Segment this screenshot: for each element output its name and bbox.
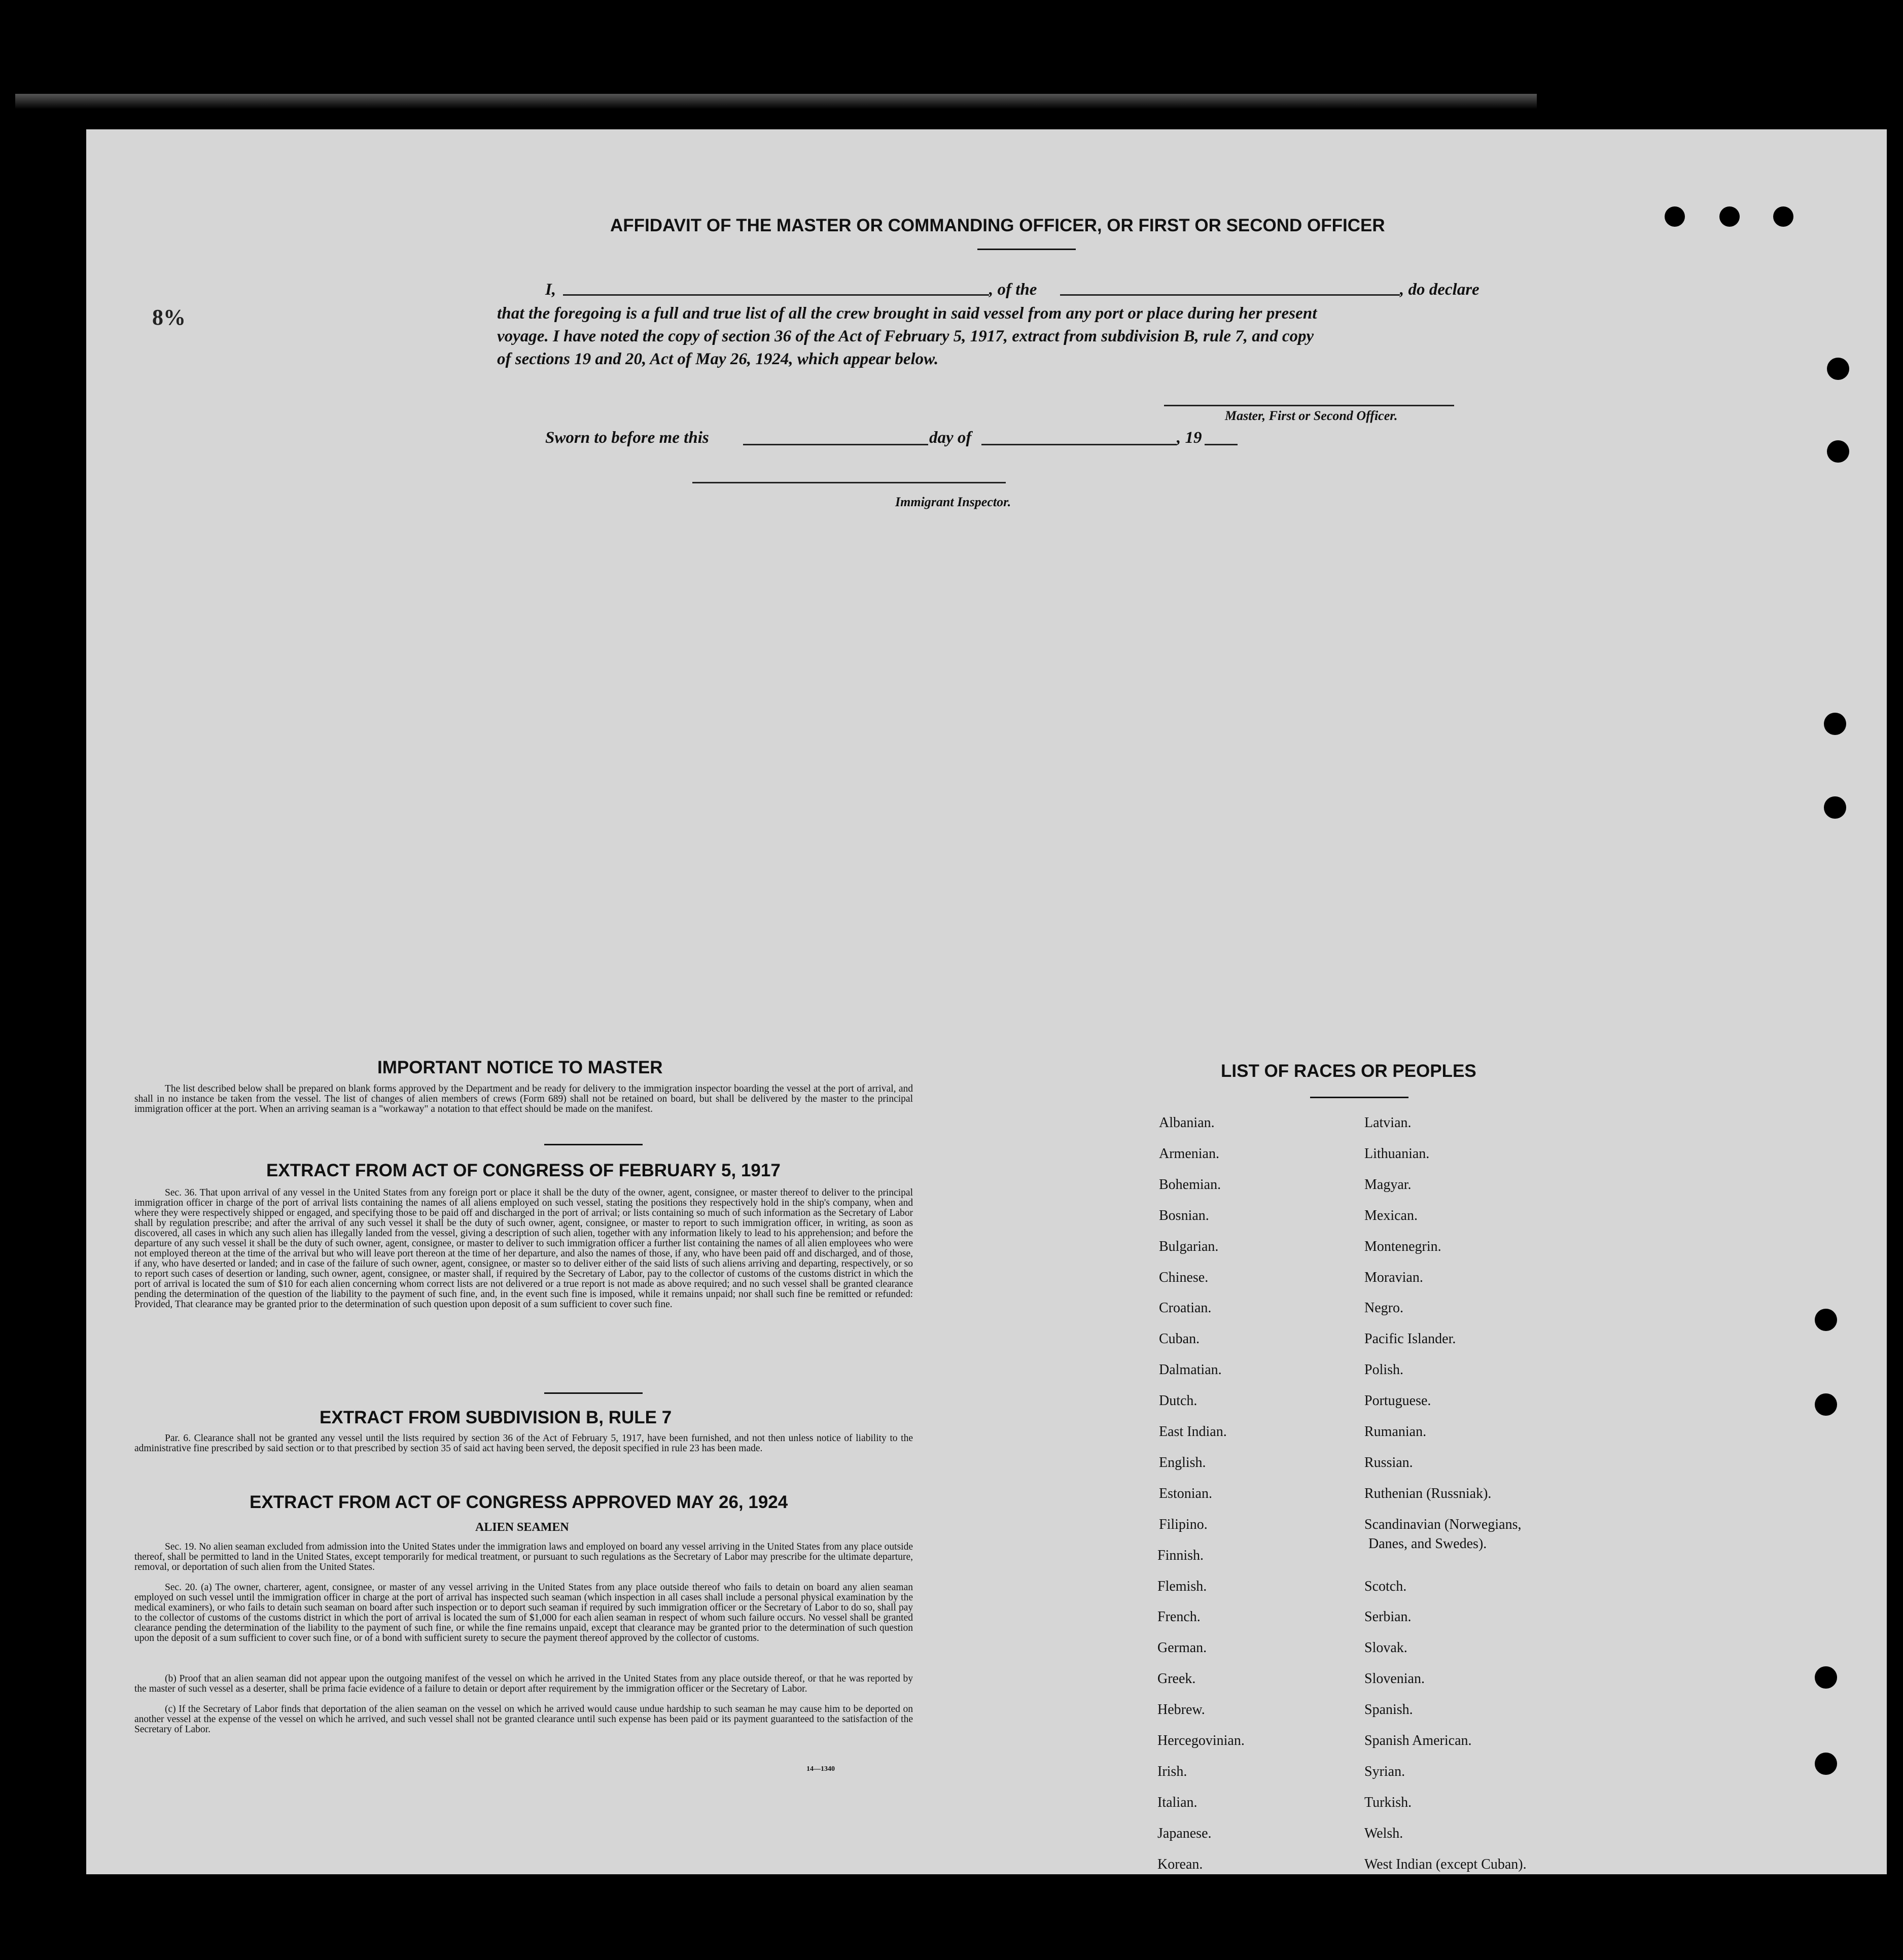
punch-hole-top-2 [1719, 206, 1740, 227]
extract-1924-subtitle: ALIEN SEAMEN [475, 1521, 569, 1534]
punch-hole-right-7 [1815, 1666, 1837, 1689]
sworn-day-field[interactable] [743, 444, 928, 445]
punch-hole-right-5 [1815, 1309, 1837, 1331]
extract-1917-rule [544, 1392, 643, 1394]
race-item: Spanish American. [1364, 1733, 1472, 1748]
extract-1924-sec19: Sec. 19. No alien seaman excluded from admission into the United States under the immigration laws and employed on board any vessel arriving in the United States from any place outside thereof, shall be permitted to land in the United States, except temporarily for medical treatment, or pursuant to such regulations as the Secretary of Labor may prescribe for the ultimate departure, removal, or deportation of such alien from the United States. [134, 1542, 913, 1572]
punch-hole-right-1 [1827, 358, 1849, 380]
race-item: Hercegovinian. [1157, 1733, 1245, 1748]
race-item: Estonian. [1159, 1485, 1212, 1501]
race-item: Dalmatian. [1159, 1362, 1222, 1378]
race-item: Croatian. [1159, 1300, 1212, 1316]
extract-1924-title: EXTRACT FROM ACT OF CONGRESS APPROVED MAY 26, 1924 [250, 1492, 788, 1512]
punch-hole-top-1 [1665, 206, 1685, 227]
race-item: East Indian. [1159, 1424, 1227, 1440]
master-signature-line[interactable] [1164, 405, 1454, 406]
race-item: Rumanian. [1364, 1424, 1427, 1440]
affidavit-title: AFFIDAVIT OF THE MASTER OR COMMANDING OFFICER, OR FIRST OR SECOND OFFICER [610, 216, 1385, 235]
race-item: Danes, and Swedes). [1368, 1535, 1487, 1552]
extract-rule7-text: Par. 6. Clearance shall not be granted any vessel until the lists required by section 36 of the Act of February 5, 1917, have been furnished, and not then unless notice of liability to the administrative fine prescribed by said section or to that prescribed by section 35 of said act having been served, the deposit specified in rule 23 has been made. [134, 1433, 913, 1454]
race-item: Negro. [1364, 1300, 1403, 1316]
extract-1924-sec20c: (c) If the Secretary of Labor finds that deportation of the alien seaman on the vessel on which he arrived would cause undue hardship to such seaman he may cause him to be deported on another vessel at the expense of the vessel on which he arrived, and such vessel shall not be granted clearance until such expense has been paid or its payment guaranteed to the satisfaction of the Secretary of Labor. [134, 1704, 913, 1735]
sworn-prefix: Sworn to before me this [545, 429, 709, 447]
affidavit-line-4: of sections 19 and 20, Act of May 26, 1924, which appear below. [497, 350, 939, 368]
race-item: Polish. [1364, 1362, 1404, 1378]
sworn-month-field[interactable] [981, 444, 1177, 445]
race-item: Irish. [1157, 1763, 1187, 1779]
race-item: Montenegrin. [1364, 1238, 1441, 1254]
race-item: Flemish. [1157, 1578, 1207, 1594]
race-item: Cuban. [1159, 1331, 1200, 1347]
race-item: French. [1157, 1609, 1201, 1625]
race-item: Serbian. [1364, 1609, 1412, 1625]
race-item: Bulgarian. [1159, 1238, 1219, 1254]
margin-mark: 8% [152, 305, 186, 330]
race-item: Chinese. [1159, 1269, 1209, 1285]
race-item: Albanian. [1159, 1115, 1215, 1131]
race-item: Greek. [1157, 1671, 1196, 1687]
sworn-year-field[interactable] [1205, 444, 1238, 445]
race-item: Bohemian. [1159, 1176, 1221, 1193]
sworn-day-of: day of [929, 429, 972, 447]
affidavit-declare: , do declare [1400, 281, 1479, 299]
race-item: Finnish. [1157, 1547, 1204, 1563]
race-item: Syrian. [1364, 1763, 1405, 1779]
extract-1924-sec20b: (b) Proof that an alien seaman did not appear upon the outgoing manifest of the vessel on which he arrived in the United States from any place outside thereof, or that he was reported by the master of such vessel as a deserter, shall be prima facie evidence of a failure to detain or deport after requirement by the immigration officer or the Secretary of Labor. [134, 1673, 913, 1694]
vessel-name-field[interactable] [1060, 294, 1400, 296]
race-item: Hebrew. [1157, 1702, 1205, 1718]
sworn-year-prefix: , 19 [1177, 429, 1202, 447]
race-item: Dutch. [1159, 1393, 1197, 1409]
race-item: German. [1157, 1640, 1207, 1656]
affidavit-title-rule [977, 249, 1076, 250]
race-item: Mexican. [1364, 1207, 1418, 1223]
punch-hole-right-8 [1815, 1753, 1837, 1775]
race-item: West Indian (except Cuban). [1364, 1856, 1527, 1872]
race-item: Lithuanian. [1364, 1145, 1430, 1162]
race-item: Pacific Islander. [1364, 1331, 1456, 1347]
races-title: LIST OF RACES OR PEOPLES [1221, 1061, 1476, 1081]
race-item: Moravian. [1364, 1269, 1423, 1285]
punch-hole-right-6 [1815, 1393, 1837, 1416]
race-item: English. [1159, 1454, 1206, 1471]
race-item: Armenian. [1159, 1145, 1219, 1162]
notice-title: IMPORTANT NOTICE TO MASTER [377, 1058, 663, 1077]
race-item: Welsh. [1364, 1825, 1403, 1841]
notice-text: The list described below shall be prepared on blank forms approved by the Department and be ready for delivery to the immigration inspector boarding the vessel at the port of arrival, and shall in no instance be taken from the vessel. The list of changes of alien members of crews (Form 689) shall not be retained on board, but shall be delivered by the master to the principal immigration officer at the port. When an arriving seaman is a "workaway" a notation to that effect should be made on the manifest. [134, 1083, 913, 1114]
affidavit-i: I, [545, 281, 556, 299]
affidavit-line-2: that the foregoing is a full and true list of all the crew brought in said vessel from any port or place during her present [497, 304, 1317, 323]
master-signature-caption: Master, First or Second Officer. [1225, 408, 1398, 423]
race-item: Scandinavian (Norwegians, [1364, 1516, 1522, 1532]
race-item: Portuguese. [1364, 1393, 1431, 1409]
affidavit-of-the: , of the [989, 281, 1037, 299]
race-item: Japanese. [1157, 1825, 1212, 1841]
punch-hole-top-3 [1773, 206, 1793, 227]
race-item: Ruthenian (Russniak). [1364, 1485, 1492, 1501]
extract-1917-text: Sec. 36. That upon arrival of any vessel in the United States from any foreign port or place it shall be the duty of the owner, agent, consignee, or master thereof to deliver to the principal immigration officer in charge of the port of arrival lists containing the names of all aliens employed on such vessel, stating the positions they respectively hold in the ship's company, when and where they were respectively shipped or engaged, and specifying those to be paid off and discharged in the port of arrival; or lists containing so much of such information as the Secretary of Labor shall by regulation prescribe; and after the arrival of any such vessel it shall be the duty of such owner, agent, consignee, or master to report to such immigration officer, in writing, as soon as discovered, all cases in which any such alien has illegally landed from the vessel, giving a description of such alien, together with any information likely to lead to his apprehension; and before the departure of any such vessel it shall be the duty of such owner, agent, consignee, or master to deliver to such immigration officer a further list containing the names of all alien employees who were not employed thereon at the time of the arrival but who will leave port thereon at the time of her departure, and also the names of those, if any, who have been paid off and discharged, and of those, if any, who have deserted or landed; and in case of the failure of such owner, agent, consignee, or master so to deliver either of the said lists of such aliens arriving and departing, respectively, or so to report such cases of desertion or landing, such owner, agent, consignee, or master shall, if required by the Secretary of Labor, pay to the collector of customs of the customs district in which the port of arrival is located the sum of $10 for each alien concerning whom correct lists are not delivered or a true report is not made as above required; and no such vessel shall be granted clearance pending the determination of the question of the liability to the payment of such fine, and, in the event such fine is imposed, while it remains unpaid; nor shall such fine be remitted or refunded: Provided, That clearance may be granted prior to the determination of such question upon deposit of a sum sufficient to cover such fine. [134, 1187, 913, 1310]
race-item: Slovak. [1364, 1640, 1407, 1656]
extract-rule7-title: EXTRACT FROM SUBDIVISION B, RULE 7 [320, 1408, 672, 1427]
race-item: Bosnian. [1159, 1207, 1209, 1223]
race-item: Latvian. [1364, 1115, 1412, 1131]
scan-edge-strip [15, 94, 1537, 109]
form-number: 14—1340 [806, 1765, 835, 1773]
inspector-signature-line[interactable] [692, 482, 1006, 483]
race-item: Scotch. [1364, 1578, 1407, 1594]
inspector-signature-caption: Immigrant Inspector. [895, 495, 1011, 509]
race-item: Spanish. [1364, 1702, 1413, 1718]
race-item: Slovenian. [1364, 1671, 1425, 1687]
races-title-rule [1310, 1097, 1408, 1098]
punch-hole-right-4 [1824, 796, 1846, 819]
punch-hole-right-3 [1824, 713, 1846, 735]
extract-1924-sec20a: Sec. 20. (a) The owner, charterer, agent, consignee, or master of any vessel arriving in the United States from any place outside thereof who fails to detain on board any alien seaman employed on such vessel until the immigration officer in charge at the port of arrival has inspected such seaman (which inspection in all cases shall include a personal physical examination by the medical examiners), or who fails to detain such seaman on board after such inspection or to deport such seaman if required by such immigration officer or the Secretary of Labor to do so, shall pay to the collector of customs of the customs district in which the port of arrival is located the sum of $1,000 for each alien seaman in respect of whom such failure occurs. No vessel shall be granted clearance pending the determination of the liability to the payment of such fine, or while the fine remains unpaid, except that clearance may be granted prior to the determination of such question upon the deposit of a sum sufficient to cover such fine, or of a bond with sufficient surety to secure the payment thereof approved by the collector of customs. [134, 1582, 913, 1643]
affidavit-line-3: voyage. I have noted the copy of section 36 of the Act of February 5, 1917, extract from subdivision B, rule 7, and copy [497, 327, 1314, 345]
race-item: Italian. [1157, 1794, 1197, 1810]
punch-hole-right-2 [1827, 440, 1849, 463]
race-item: Filipino. [1159, 1516, 1208, 1532]
race-item: Russian. [1364, 1454, 1413, 1471]
race-item: Magyar. [1364, 1176, 1412, 1193]
race-item: Turkish. [1364, 1794, 1412, 1810]
race-item: Korean. [1157, 1856, 1203, 1872]
extract-1917-title: EXTRACT FROM ACT OF CONGRESS OF FEBRUARY 5, 1917 [266, 1161, 781, 1180]
master-name-field[interactable] [563, 294, 989, 296]
notice-rule [544, 1144, 643, 1145]
